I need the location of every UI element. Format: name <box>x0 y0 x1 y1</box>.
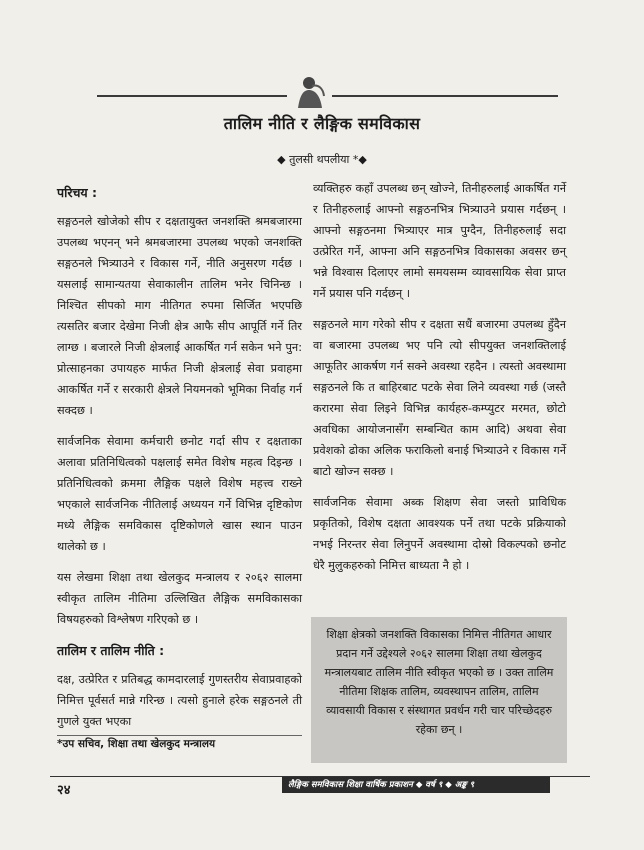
paragraph: सङ्गठनले माग गरेको सीप र दक्षता सधैं बजारमा उपलब्ध हुँदैन वा बजारमा उपलब्ध भए पनि त्यो सीपयुक्त जनशक्तिलाई आफूतिर आकर्षण गर्न सक्ने अवस्था रहदैन । त्यस्तो अवस्थामा सङ्गठनले कि त बाहिरबाट पटके सेवा लिने व्यवस्था गर्छ (जस्तै करारमा सेवा लिइने विभिन्न कार्यहरु-कम्प्युटर मरमत, छोटो अवधिका आयोजनासँग सम्बन्धित काम आदि) अथवा सेवा प्रवेशको ढोका अलिक फराकिलो बनाई भित्र्याउने र विकास गर्ने बाटो खोज्न सक्छ । <box>313 318 566 478</box>
title-rule-left <box>97 95 287 97</box>
section-heading-intro: परिचय : <box>57 185 97 200</box>
section-heading-training-policy: तालिम र तालिम नीति : <box>57 643 165 658</box>
paragraph: दक्ष, उत्प्रेरित र प्रतिबद्ध कामदारलाई गुणस्तरीय सेवाप्रवाहको निमित्त पूर्वसर्त मान्ने गरिन्छ । त्यसो हुनाले हरेक सङ्गठनले ती गुणले युक्त भएका <box>57 673 302 728</box>
paragraph: सार्वजनिक सेवामा अब्क शिक्षण सेवा जस्तो प्राविधिक प्रकृतिको, विशेष दक्षता आवश्यक पर्ने तथा पटके प्रक्रियाको नभई निरन्तर सेवा लिनुपर्ने अवस्थामा दोस्रो विकल्पको छनोट धेरै मुलुकहरुको निमित्त बाध्यता नै हो । <box>313 496 566 572</box>
callout-box: शिक्षा क्षेत्रको जनशक्ति विकासका निमित्त नीतिगत आधार प्रदान गर्ने उद्देश्यले २०६२ सालमा शिक्षा तथा खेलकुद मन्त्रालयबाट तालिम नीति स्वीकृत भएको छ । उक्त तालिम नीतिमा शिक्षक तालिम, व्यवस्थापन तालिम, तालिम व्यावसायी विकास र संस्थागत प्रवर्धन गरी चार परिच्छेदहरु रहेका छन् । <box>311 617 567 763</box>
paragraph: सङ्गठनले खोजेको सीप र दक्षतायुक्त जनशक्ति श्रमबजारमा उपलब्ध भएनन् भने श्रमबजारमा उपलब्ध भएको जनशक्ति सङ्गठनले भित्र्याउने र विकास गर्ने, नीति अनुसरण गर्दछ । यसलाई सामान्यतया सेवाकालीन तालिम भनेर चिनिन्छ । निश्चित सीपको माग नीतिगत रुपमा सिर्जित भएपछि त्यसतिर बजार देखेमा निजी क्षेत्र आफै सीप आपूर्ति गर्ने तिर लाग्छ । बजारले निजी क्षेत्रलाई आकर्षित गर्न सकेन भने पुन: प्रोत्साहनका उपायहरु मार्फत निजी क्षेत्रलाई सेवा प्रवाहमा आकर्षित गर्ने र सरकारी क्षेत्रले नियमनको भूमिका निर्वाह गर्न सक्दछ । <box>57 215 302 417</box>
footnote-rule <box>57 735 302 736</box>
journal-footer: लैङ्गिक समविकास शिक्षा वार्षिक प्रकाशन ◆ वर्ष ९ ◆ अङ्क ९ <box>282 777 550 793</box>
paragraph: सार्वजनिक सेवामा कर्मचारी छनोट गर्दा सीप र दक्षताका अलावा प्रतिनिधित्वको पक्षलाई समेत विशेष महत्व दिइन्छ । प्रतिनिधित्वको क्रममा लैङ्गिक पक्षले विशेष महत्त्व राख्ने भएकाले सार्वजनिक नीतिलाई अध्ययन गर्ने विभिन्न दृष्टिकोण मध्ये लैङ्गिक समविकास दृष्टिकोणले खास स्थान पाउन थालेको छ । <box>57 435 302 553</box>
paragraph: यस लेखमा शिक्षा तथा खेलकुद मन्त्रालय र २०६२ सालमा स्वीकृत तालिम नीतिमा उल्लिखित लैङ्गिक समविकासका विषयहरुको विश्लेषण गरिएको छ । <box>57 571 302 626</box>
page-number: २४ <box>57 783 71 798</box>
figure-emblem-icon <box>290 74 328 110</box>
title-rule-right <box>332 95 558 97</box>
right-column <box>313 178 566 586</box>
article-title: तालिम नीति र लैङ्गिक समविकास <box>223 114 421 133</box>
author-byline: ◆ तुलसी थपलीया *◆ <box>277 153 367 166</box>
left-column <box>57 178 302 742</box>
footnote: *उप सचिव, शिक्षा तथा खेलकुद मन्त्रालय <box>57 738 216 750</box>
paragraph: व्यक्तिहरु कहाँ उपलब्ध छन् खोज्ने, तिनीहरुलाई आकर्षित गर्ने र तिनीहरुलाई आफ्नो सङ्गठनभित्र भित्र्याउने प्रयास गर्दछन् । आफ्नो सङ्गठनमा भित्र्याएर मात्र पुग्दैन, तिनीहरुलाई सदा उत्प्रेरित गर्ने, आफ्ना अनि सङ्गठनभित्र विकासका अवसर छन् भन्ने विश्वास दिलाएर लामो समयसम्म व्यावसायिक सेवा प्राप्त गर्ने प्रयास पनि गर्दछन् । <box>313 182 566 300</box>
